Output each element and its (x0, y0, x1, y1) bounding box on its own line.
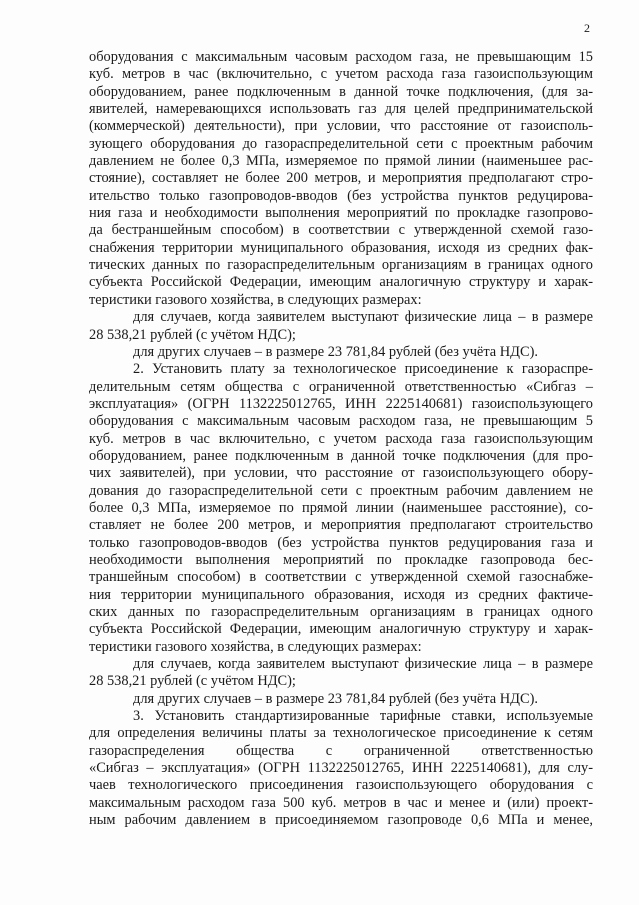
text-line: для случаев, когда заявителем выступают физические лица – в размере (133, 309, 593, 326)
text-line: (коммерческой) деятельности), при условии, что расстояние от газоисполь- (89, 118, 593, 135)
text-line: «Сибгаз – эксплуатация» (ОГРН 1132225012765, ИНН 2225140681), для слу- (89, 760, 593, 777)
text-line: ным рабочим давлением в присоединяемом газопроводе 0,6 МПа и менее, (89, 812, 593, 829)
text-line: чих заявителей), при условии, что расстояние от газоиспользующего обору- (89, 465, 593, 482)
text-line: максимальным расходом газа 500 куб. метров в час и менее и (или) проект- (89, 794, 593, 811)
text-line: явителей, намеревающихся использовать газ для целей предпринимательской (89, 101, 593, 118)
text-line: 28 538,21 рублей (с учётом НДС); (89, 673, 296, 690)
text-line: для определения величины платы за технологическое присоединение к сетям (89, 725, 593, 742)
text-line: субъекта Российской Федерации, имеющим аналогичную структуру и харак- (89, 274, 593, 291)
text-line: зующего оборудования до газораспределительной сети с проектным рабочим (89, 135, 593, 152)
text-line: для других случаев – в размере 23 781,84 рублей (без учёта НДС). (133, 343, 538, 360)
text-line: ительство только газопроводов-вводов (без устройства пунктов редуцирова- (89, 187, 593, 204)
text-line: делительным сетям общества с ограниченной ответственностью «Сибгаз – (89, 378, 593, 395)
text-line: траншейным способом) в соответствии с утвержденной схемой газоснабже- (89, 569, 593, 586)
page-number: 2 (584, 21, 590, 35)
text-line: ставляет не более 200 метров, и мероприятия предполагают строительство (89, 517, 593, 534)
text-line: давлением не более 0,3 МПа, измеряемое по прямой линии (наименьшее рас- (89, 153, 593, 170)
text-line: более 0,3 МПа, измеряемое по прямой линии (наименьшее расстояние), со- (89, 499, 593, 516)
text-line: стояние), составляет не более 200 метров, и мероприятия предполагают стро- (89, 170, 593, 187)
text-line: субъекта Российской Федерации, имеющим аналогичную структуру и харак- (89, 621, 593, 638)
text-line: для случаев, когда заявителем выступают физические лица – в размере (133, 656, 593, 673)
text-line: только газопроводов-вводов (без устройства пунктов редуцирования газа и (89, 534, 593, 551)
text-line: эксплуатация» (ОГРН 1132225012765, ИНН 2225140681) газоиспользующего (89, 395, 593, 412)
text-line: оборудования с максимальным часовым расходом газа, не превышающим 5 (89, 413, 593, 430)
text-line: ния газа и необходимости выполнения мероприятий по прокладке газопрово- (89, 205, 593, 222)
text-line: теристики газового хозяйства, в следующих размерах: (89, 291, 422, 308)
text-line: ния территории муниципального образования, исходя из средних фактиче- (89, 586, 593, 603)
text-line: для других случаев – в размере 23 781,84 рублей (без учёта НДС). (133, 690, 538, 707)
text-line: необходимости выполнения мероприятий по прокладке газопровода бес- (89, 551, 593, 568)
text-line: тических данных по газораспределительным организациям в границах одного (89, 257, 593, 274)
document-body (89, 49, 593, 829)
text-line: чаев технологического присоединения газоиспользующего оборудования с (89, 777, 593, 794)
text-line: дования до газораспределительной сети с проектным рабочим давлением не (89, 482, 593, 499)
text-line: куб. метров в час включительно, с учетом расхода газа газоиспользующим (89, 430, 593, 447)
text-line: 28 538,21 рублей (с учётом НДС); (89, 326, 296, 343)
text-line: ских данных по газораспределительным организациям в границах одного (89, 604, 593, 620)
text-line: 3. Установить стандартизированные тарифные ставки, используемые (133, 708, 593, 725)
text-line: снабжения территории муниципального образования, исходя из средних фак- (89, 239, 593, 256)
text-line: куб. метров в час (включительно, с учетом расхода газа газоиспользующим (89, 66, 593, 83)
text-line: оборудованием, ранее подключенным в данной точке подключения, (для за- (89, 83, 593, 100)
text-line: теристики газового хозяйства, в следующих размерах: (89, 638, 422, 655)
text-line: газораспределения общества с ограниченной ответственностью (89, 742, 593, 759)
text-line: оборудования с максимальным часовым расходом газа, не превышающим 15 (89, 49, 593, 65)
text-line: да бестраншейным способом) в соответствии с утвержденной схемой газо- (89, 222, 593, 239)
text-line: оборудованием, ранее подключенным в данной точке подключения (для про- (89, 447, 593, 464)
text-line: 2. Установить плату за технологическое присоединение к газораспре- (133, 361, 593, 378)
